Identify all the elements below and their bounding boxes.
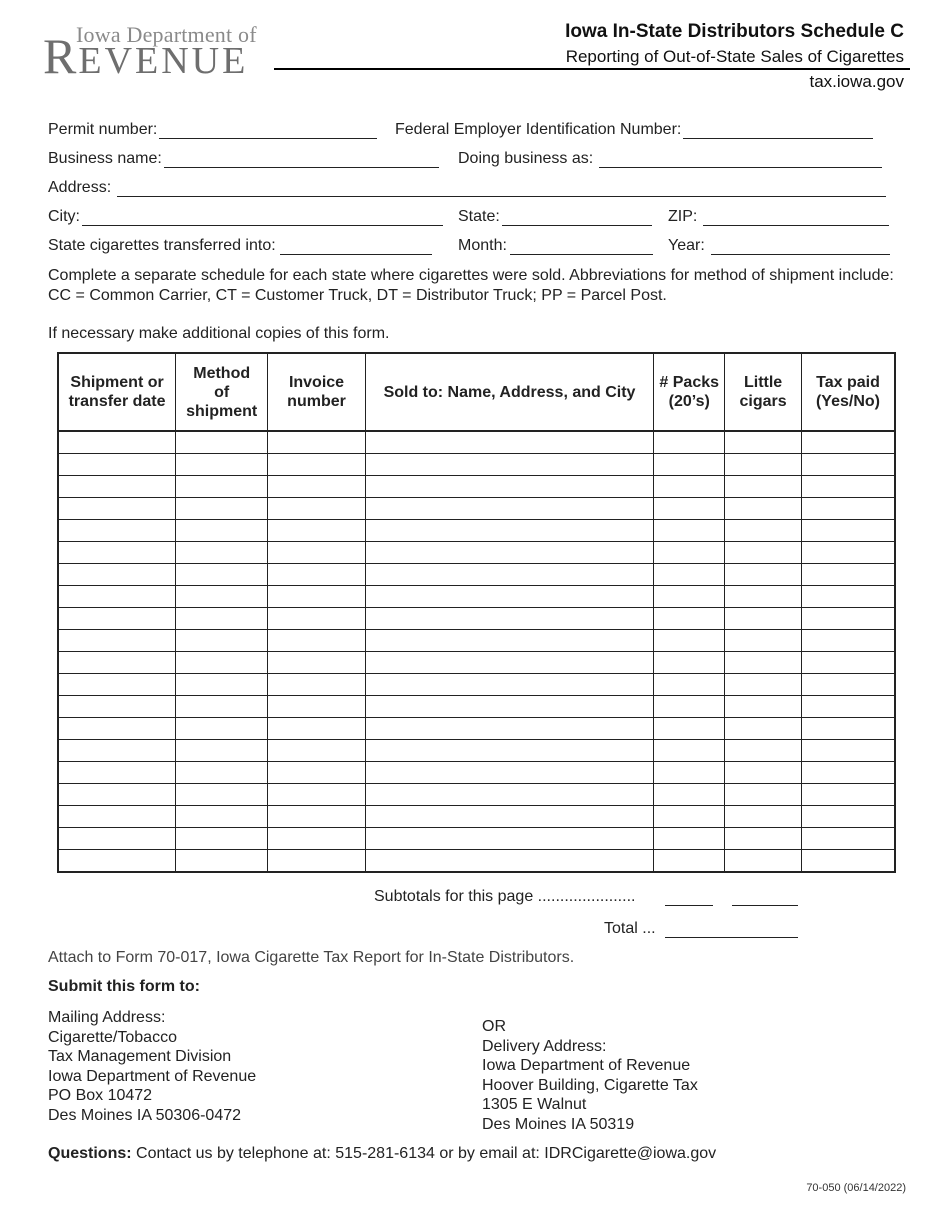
year-label: Year: [668, 237, 705, 254]
form-id: 70-050 (06/14/2022) [806, 1182, 906, 1194]
fein-label: Federal Employer Identification Number: [395, 121, 682, 138]
sales-table [57, 352, 896, 873]
table-cell[interactable] [801, 740, 895, 762]
delivery-address-label: Delivery Address: [482, 1037, 607, 1055]
form-title: Iowa In-State Distributors Schedule C [565, 21, 904, 42]
permit-number-input[interactable] [159, 123, 377, 139]
table-cell[interactable] [654, 828, 725, 850]
table-row [58, 850, 895, 873]
table-cell[interactable] [176, 828, 268, 850]
table-cell[interactable] [654, 850, 725, 873]
table-row [58, 828, 895, 850]
table-cell[interactable] [268, 608, 366, 630]
table-cell[interactable] [268, 431, 366, 454]
mailing-line: Des Moines IA 50306-0472 [48, 1106, 242, 1124]
table-cell[interactable] [176, 850, 268, 873]
table-cell[interactable] [725, 696, 802, 718]
table-cell[interactable] [365, 520, 653, 542]
table-cell[interactable] [725, 542, 802, 564]
state-input[interactable] [502, 210, 652, 226]
table-cell[interactable] [801, 784, 895, 806]
table-cell[interactable] [365, 630, 653, 652]
zip-field[interactable] [668, 208, 889, 226]
table-cell[interactable] [654, 674, 725, 696]
table-cell[interactable] [58, 542, 176, 564]
table-cell[interactable] [365, 674, 653, 696]
table-cell[interactable] [654, 762, 725, 784]
table-cell[interactable] [268, 696, 366, 718]
address-field[interactable] [48, 179, 886, 197]
table-cell[interactable] [801, 431, 895, 454]
table-cell[interactable] [268, 542, 366, 564]
table-cell[interactable] [58, 652, 176, 674]
form-subtitle: Reporting of Out-of-State Sales of Cigarettes [565, 47, 904, 66]
table-cell[interactable] [725, 454, 802, 476]
table-cell[interactable] [654, 431, 725, 454]
table-cell[interactable] [176, 476, 268, 498]
header-divider [274, 68, 910, 70]
col-header-little-cigars: Little cigars [725, 353, 802, 431]
table-cell[interactable] [268, 564, 366, 586]
table-cell[interactable] [801, 718, 895, 740]
table-row [58, 454, 895, 476]
table-cell[interactable] [365, 696, 653, 718]
table-row [58, 630, 895, 652]
state-transferred-field[interactable] [48, 237, 432, 255]
table-cell[interactable] [268, 784, 366, 806]
table-cell[interactable] [801, 652, 895, 674]
table-cell[interactable] [654, 454, 725, 476]
col-header-packs: # Packs (20’s) [654, 353, 725, 431]
table-cell[interactable] [365, 740, 653, 762]
state-label: State: [458, 208, 500, 225]
table-cell[interactable] [801, 630, 895, 652]
mailing-line: PO Box 10472 [48, 1087, 153, 1105]
questions-line [48, 1145, 716, 1163]
table-row [58, 784, 895, 806]
table-cell[interactable] [725, 520, 802, 542]
table-cell[interactable] [654, 630, 725, 652]
delivery-line: Hoover Building, Cigarette Tax [482, 1076, 698, 1094]
table-cell[interactable] [654, 564, 725, 586]
table-cell[interactable] [268, 806, 366, 828]
table-body [58, 431, 895, 872]
city-label: City: [48, 208, 80, 225]
table-cell[interactable] [268, 476, 366, 498]
questions-label: Questions: [48, 1145, 132, 1162]
col-header-shipment-date: Shipment or transfer date [58, 353, 176, 431]
table-cell[interactable] [58, 520, 176, 542]
table-cell[interactable] [725, 652, 802, 674]
mailing-address-label: Mailing Address: [48, 1009, 166, 1026]
fein-input[interactable] [683, 123, 873, 139]
table-cell[interactable] [365, 718, 653, 740]
col-header-invoice: Invoice number [268, 353, 366, 431]
delivery-line: Iowa Department of Revenue [482, 1057, 691, 1075]
city-field[interactable] [48, 208, 443, 226]
table-row [58, 431, 895, 454]
table-header-row [58, 353, 895, 431]
table-cell[interactable] [176, 806, 268, 828]
table-cell[interactable] [801, 542, 895, 564]
table-cell[interactable] [725, 564, 802, 586]
copies-note: If necessary make additional copies of this form. [48, 325, 390, 342]
table-cell[interactable] [725, 718, 802, 740]
table-cell[interactable] [268, 674, 366, 696]
table-cell[interactable] [725, 586, 802, 608]
table-cell[interactable] [654, 806, 725, 828]
subtotals-label: Subtotals for this page ...................... [374, 888, 636, 905]
table-cell[interactable] [58, 454, 176, 476]
instructions-paragraph: Complete a separate schedule for each state where cigarettes were sold. Abbreviations for method of shipment include: CC = Common Carrier, CT = Customer Truck, DT = Distributor Truck; PP = Parcel Post. [48, 267, 894, 304]
subtotal-packs-input[interactable] [665, 905, 713, 906]
table-cell[interactable] [268, 828, 366, 850]
website-link[interactable]: tax.iowa.gov [809, 72, 904, 91]
table-cell[interactable] [801, 564, 895, 586]
table-row [58, 806, 895, 828]
table-cell[interactable] [268, 586, 366, 608]
table-cell[interactable] [801, 476, 895, 498]
table-cell[interactable] [725, 784, 802, 806]
table-row [58, 586, 895, 608]
zip-label: ZIP: [668, 208, 698, 225]
table-cell[interactable] [801, 608, 895, 630]
table-cell[interactable] [176, 586, 268, 608]
table-row [58, 674, 895, 696]
table-cell[interactable] [801, 586, 895, 608]
table-row [58, 762, 895, 784]
table-cell[interactable] [268, 740, 366, 762]
dba-label: Doing business as: [458, 150, 594, 167]
table-cell[interactable] [268, 652, 366, 674]
month-input[interactable] [510, 239, 653, 255]
total-label: Total ... [604, 920, 656, 937]
table-cell[interactable] [654, 608, 725, 630]
business-name-field[interactable] [48, 150, 439, 168]
state-transferred-label: State cigarettes transferred into: [48, 237, 276, 254]
table-cell[interactable] [725, 608, 802, 630]
table-cell[interactable] [365, 454, 653, 476]
table-cell[interactable] [268, 498, 366, 520]
table-cell[interactable] [725, 828, 802, 850]
table-cell[interactable] [654, 586, 725, 608]
table-cell[interactable] [176, 564, 268, 586]
attach-note: Attach to Form 70-017, Iowa Cigarette Tax Report for In-State Distributors. [48, 949, 575, 966]
table-cell[interactable] [365, 762, 653, 784]
table-cell[interactable] [176, 652, 268, 674]
table-cell[interactable] [365, 476, 653, 498]
table-row [58, 564, 895, 586]
table-cell[interactable] [725, 498, 802, 520]
table-cell[interactable] [58, 806, 176, 828]
submit-heading: Submit this form to: [48, 978, 200, 995]
table-cell[interactable] [176, 762, 268, 784]
table-cell[interactable] [725, 740, 802, 762]
table-cell[interactable] [725, 476, 802, 498]
table-cell[interactable] [654, 542, 725, 564]
business-name-input[interactable] [164, 152, 439, 168]
fein-field[interactable] [395, 121, 873, 139]
month-label: Month: [458, 237, 507, 254]
table-row [58, 740, 895, 762]
table-cell[interactable] [58, 630, 176, 652]
address-label: Address: [48, 179, 112, 196]
table-cell[interactable] [58, 431, 176, 454]
delivery-address-block [482, 1017, 698, 1135]
state-field[interactable] [458, 208, 652, 226]
table-cell[interactable] [365, 806, 653, 828]
table-cell[interactable] [176, 740, 268, 762]
table-cell[interactable] [176, 718, 268, 740]
table-cell[interactable] [58, 498, 176, 520]
table-cell[interactable] [176, 608, 268, 630]
subtotal-cigars-input[interactable] [732, 905, 798, 906]
table-cell[interactable] [365, 850, 653, 873]
table-cell[interactable] [58, 828, 176, 850]
table-cell[interactable] [268, 762, 366, 784]
dba-input[interactable] [599, 152, 882, 168]
table-cell[interactable] [801, 762, 895, 784]
delivery-line: Des Moines IA 50319 [482, 1115, 635, 1133]
delivery-line: 1305 E Walnut [482, 1096, 587, 1114]
month-field[interactable] [458, 237, 653, 255]
table-row [58, 696, 895, 718]
table-cell[interactable] [58, 476, 176, 498]
table-cell[interactable] [365, 564, 653, 586]
dba-field[interactable] [458, 150, 882, 168]
table-cell[interactable] [801, 454, 895, 476]
table-cell[interactable] [176, 696, 268, 718]
zip-input[interactable] [703, 210, 889, 226]
table-cell[interactable] [268, 850, 366, 873]
table-cell[interactable] [176, 431, 268, 454]
city-input[interactable] [82, 210, 443, 226]
table-cell[interactable] [365, 586, 653, 608]
table-cell[interactable] [801, 520, 895, 542]
year-field[interactable] [668, 237, 890, 255]
table-row [58, 498, 895, 520]
table-cell[interactable] [725, 806, 802, 828]
col-header-tax-paid: Tax paid (Yes/No) [801, 353, 895, 431]
table-row [58, 520, 895, 542]
business-name-label: Business name: [48, 150, 162, 167]
table-cell[interactable] [801, 696, 895, 718]
table-cell[interactable] [176, 784, 268, 806]
table-cell[interactable] [58, 784, 176, 806]
table-row [58, 476, 895, 498]
table-cell[interactable] [365, 498, 653, 520]
year-input[interactable] [711, 239, 890, 255]
table-cell[interactable] [268, 520, 366, 542]
table-cell[interactable] [58, 718, 176, 740]
logo-department-text: Iowa Department of [76, 22, 257, 47]
mailing-line: Tax Management Division [48, 1048, 232, 1066]
table-cell[interactable] [268, 630, 366, 652]
table-cell[interactable] [801, 850, 895, 873]
address-input[interactable] [117, 181, 886, 197]
or-label: OR [482, 1018, 506, 1035]
table-cell[interactable] [176, 674, 268, 696]
table-cell[interactable] [654, 520, 725, 542]
table-cell[interactable] [725, 850, 802, 873]
table-cell[interactable] [654, 740, 725, 762]
table-cell[interactable] [725, 762, 802, 784]
table-cell[interactable] [268, 718, 366, 740]
mailing-line: Cigarette/Tobacco [48, 1028, 177, 1046]
permit-number-label: Permit number: [48, 121, 158, 138]
table-row [58, 652, 895, 674]
logo-revenue-wordmark: REVENUE [43, 28, 249, 84]
table-cell[interactable] [365, 542, 653, 564]
table-row [58, 542, 895, 564]
table-cell[interactable] [801, 498, 895, 520]
col-header-method: Method of shipment [176, 353, 268, 431]
table-cell[interactable] [654, 696, 725, 718]
table-cell[interactable] [365, 431, 653, 454]
mailing-address-block [48, 1008, 256, 1126]
table-cell[interactable] [801, 806, 895, 828]
table-cell[interactable] [365, 652, 653, 674]
table-cell[interactable] [365, 828, 653, 850]
table-cell[interactable] [176, 630, 268, 652]
table-cell[interactable] [654, 498, 725, 520]
table-cell[interactable] [801, 828, 895, 850]
col-header-sold-to: Sold to: Name, Address, and City [365, 353, 653, 431]
table-cell[interactable] [58, 608, 176, 630]
table-cell[interactable] [176, 520, 268, 542]
table-cell[interactable] [58, 762, 176, 784]
table-cell[interactable] [725, 431, 802, 454]
table-cell[interactable] [176, 498, 268, 520]
table-cell[interactable] [58, 586, 176, 608]
table-cell[interactable] [58, 850, 176, 873]
table-row [58, 608, 895, 630]
table-cell[interactable] [58, 740, 176, 762]
permit-number-field[interactable] [48, 121, 377, 139]
table-cell[interactable] [58, 564, 176, 586]
table-cell[interactable] [176, 542, 268, 564]
table-cell[interactable] [654, 718, 725, 740]
table-cell[interactable] [58, 674, 176, 696]
table-cell[interactable] [365, 608, 653, 630]
state-transferred-input[interactable] [280, 239, 432, 255]
table-cell[interactable] [58, 696, 176, 718]
table-cell[interactable] [725, 674, 802, 696]
table-row [58, 718, 895, 740]
total-input[interactable] [665, 937, 798, 938]
mailing-line: Iowa Department of Revenue [48, 1067, 257, 1085]
table-cell[interactable] [176, 454, 268, 476]
table-cell[interactable] [654, 652, 725, 674]
table-cell[interactable] [365, 784, 653, 806]
table-cell[interactable] [654, 476, 725, 498]
table-cell[interactable] [268, 454, 366, 476]
questions-text: Contact us by telephone at: 515-281-6134 or by email at: IDRCigarette@iowa.gov [136, 1145, 717, 1162]
table-cell[interactable] [801, 674, 895, 696]
table-cell[interactable] [654, 784, 725, 806]
table-cell[interactable] [725, 630, 802, 652]
